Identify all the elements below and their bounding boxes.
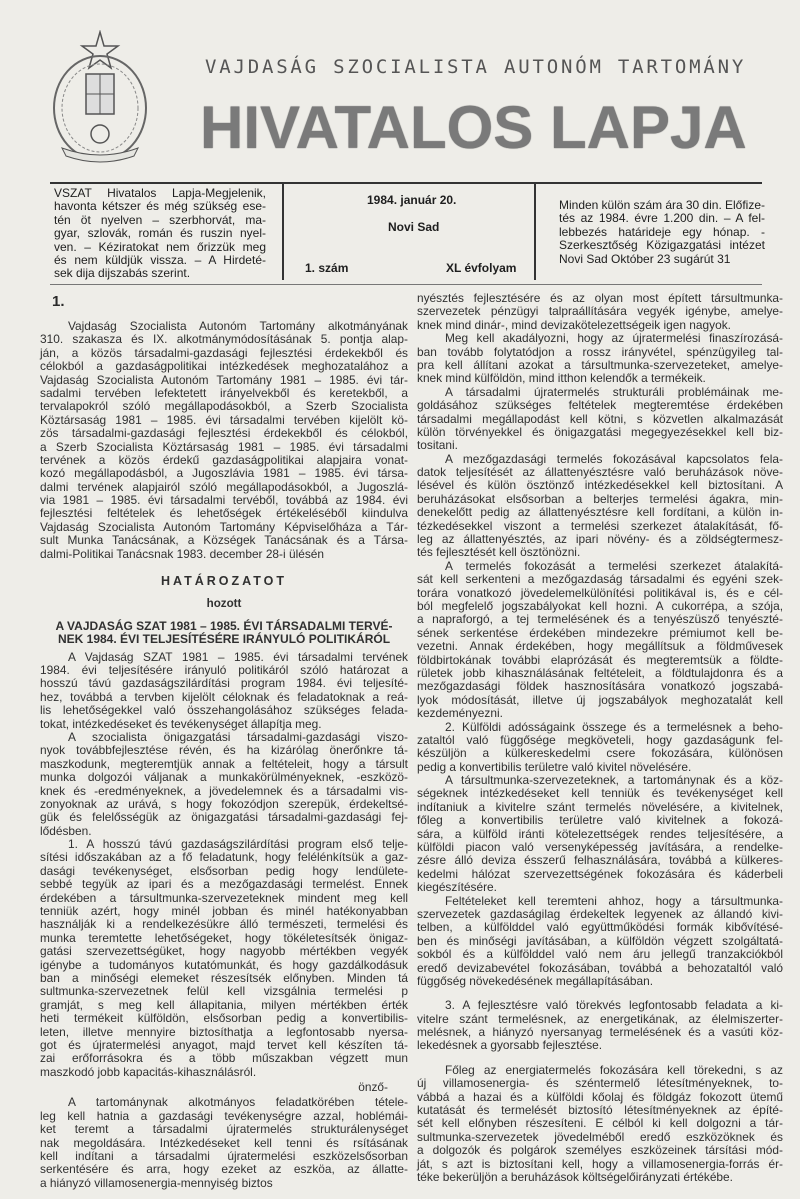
- text-line: tokat, intézkedéseket és tevékenységet állapítja meg.: [40, 716, 322, 731]
- right-text-column: [417, 292, 783, 1184]
- text-line: lis lehetőségekkel való összehangolásához szükséges felada-: [40, 703, 408, 718]
- text-line: kedelmi hálózat szervezettségének fokozására és káderbeli: [417, 866, 783, 881]
- notice-line: tén öt nyelven – szerbhorvát, ma-: [54, 212, 266, 227]
- notice-line: sek dija dijszabás szerint.: [54, 266, 191, 281]
- text-line: a dolgozók és polgárok személyes eszközeinek társítási mód-: [417, 1143, 783, 1158]
- text-line: vábbá a hazai és a külföldi kőolaj és földgáz fokozott ütemű: [417, 1089, 783, 1104]
- paragraph-continuation: [417, 292, 783, 332]
- text-line: dasági tevékenységet, elsősorban pedig hogy lendülete-: [40, 863, 408, 878]
- text-line: sokból és a külfölddel való nem áru jellegű tranzakciókból: [417, 947, 783, 962]
- text-line: Köztársaság 1981 – 1985. évi társadalmi tervében kijelölt kö-: [40, 412, 408, 427]
- text-line: leg kell hatnia a gazdasági tevékenységre azzal, hoblémái-: [40, 1108, 408, 1123]
- notice-line: havonta kétszer és még szükség ese-: [54, 199, 266, 214]
- text-line: téke bekerüljön a beruházások költségelőirányzati értékébe.: [417, 1170, 733, 1184]
- text-line: nak megoldására. Intézkedéseket kell tenni és rsításának: [40, 1135, 408, 1150]
- notice-line: VSZAT Hivatalos Lapja-Megjelenik,: [54, 186, 266, 200]
- text-line: gük és felelősségük az önigazgatási társadalmi-gazdasági fej-: [40, 810, 408, 825]
- paragraph: [417, 1064, 783, 1185]
- text-line: beruházásokat elsősorban a belterjes termelési ágakra, min-: [417, 491, 783, 506]
- text-line: A társadalmi újratermelés strukturáli problémáinak me-: [445, 384, 783, 399]
- text-line: A szocialista önigazgatási társadalmi-gazdasági viszo-: [68, 729, 408, 744]
- text-line: heti termékeit külföldön, elsősorban pedig a konvertibilis-: [40, 1011, 408, 1026]
- subscription-line: Novi Sad Október 23 sugárút 31: [559, 251, 731, 266]
- text-line: tervének a közös érdekű gazdaságpolitikai alapjaira vonat-: [40, 452, 408, 467]
- text-line: zai erőforrásokra és a több műszakban végzett mun: [40, 1051, 408, 1066]
- text-line: A társultmunka-szervezeteknek, a tartománynak és a köz-: [445, 773, 783, 788]
- text-line: sének serkentése érdekében mindezekre prémiumot kell be-: [417, 625, 783, 640]
- text-line: A VAJDASÁG SZAT 1981 – 1985. ÉVI TÁRSADALMI TERVÉ-: [55, 618, 393, 633]
- text-line: denekelőtt pedig az állattenyésztésre kell fordítani, a külön in-: [417, 505, 783, 520]
- publication-notice: [54, 187, 266, 281]
- paragraph: [40, 838, 408, 1079]
- paragraph: [417, 332, 783, 386]
- notice-line: és nem küldjük vissza. – A Hirdeté-: [54, 253, 266, 268]
- text-line: sát kell serkenteni a mezőgazdaság társadalmi és egyéni szek-: [417, 572, 783, 587]
- notice-line: gyar, szlovák, román és ruszin nyel-: [54, 226, 266, 241]
- text-line: goldásához szükséges feltételek megteremtése érdekében: [417, 398, 783, 413]
- text-line: 3. A fejlesztésre való törekvés legfontosabb feladata a ki-: [445, 998, 783, 1013]
- text-line: 2. Külföldi adósságaink összege és a termelésnek a beho-: [445, 719, 783, 734]
- issue-number: 1. szám: [305, 261, 349, 275]
- text-line: igénybe a tudományos kutatómunkát, és hogy gazdálkodásuk: [40, 957, 408, 972]
- text-line: sára, a külföld iránti kötelezettségek rendes teljesítésére, a: [417, 826, 783, 841]
- paragraph: [417, 774, 783, 895]
- text-line: HATÁROZATOT: [160, 574, 288, 589]
- text-line: got és újratermelési anyagot, majd tervet kell készíten tá-: [40, 1037, 408, 1052]
- text-line: társadalmi megállapodást kell kötni, s közvetlen alkalmazását: [417, 411, 783, 426]
- text-line: ban tovább folytatódjon a rossz irányvétel, spénzügyileg tal-: [417, 344, 783, 359]
- text-line: a hiányzó villamosenergia-mennyiség biztos: [40, 1175, 273, 1190]
- text-line: maszkodunk, megteremtjük annak a feltételeit, hogy a társult: [40, 756, 408, 771]
- text-line: A Vajdaság SZAT 1981 – 1985. évi társadalmi tervének: [68, 649, 408, 664]
- text-line: önző-: [358, 1080, 388, 1095]
- text-line: tenniük azért, hogy minél jobban és minél hatékonyabban: [40, 904, 408, 919]
- subscription-line: lebbezés határideje egy hónap. -: [559, 224, 765, 239]
- text-line: használják ki a rendelkezésükre álló természeti, termelési és: [40, 917, 408, 932]
- text-line: 1984. évi teljesítésére irányuló politikáról szóló határozat a: [40, 662, 408, 677]
- paragraph: [40, 731, 408, 838]
- paragraph: [417, 721, 783, 775]
- text-line: vezetni. Annak érdekében, hogy megállítsuk a földművesek: [417, 639, 783, 654]
- text-line: 310. szakasza és IX. alkotmánymódosításának 5. pontja alap-: [40, 332, 408, 347]
- paragraph: [40, 1096, 408, 1190]
- masthead-title: HIVATALOS LAPJA: [200, 94, 747, 161]
- text-line: zataltól való függősége megköveteli, hogy gazdaságunk fel-: [417, 732, 783, 747]
- text-line: szervezetek gazdaságilag érdekeltek legyenek az állandó kivi-: [417, 906, 783, 921]
- text-line: indítaniuk a kivitelre szánt termelés növelésére, a kivitelnek,: [417, 799, 783, 814]
- text-line: a napraforgó, a tej termelésének és a tenyészüsző tenyészté-: [417, 612, 783, 627]
- text-line: kozó megállapodásból, a Jugoszlávia 1981 – 1985. évi társa-: [40, 466, 408, 481]
- info-bottom-divider: [50, 284, 762, 285]
- resolution-title: [40, 620, 408, 647]
- text-line: A mezőgazdasági termelés fokozásával kapcsolatos fela-: [445, 451, 783, 466]
- text-line: ban a minőségi elemeket részesítsék előnyben. Minden tá: [40, 970, 408, 985]
- text-line: külön törvényekkel és önigazgatási megegyezésekkel kell biz-: [417, 424, 783, 439]
- text-line: lyok módosítását, illetve új jogszabályok meghozatalát kell: [417, 692, 783, 707]
- text-line: zös társadalmi-gazdasági fejlesztési érdekekből és célokból,: [40, 426, 408, 441]
- paragraph: [40, 651, 408, 731]
- text-line: rületek jobb kihasználásának feltételeit, a földtulajdonra és a: [417, 665, 783, 680]
- paragraph: [40, 320, 408, 561]
- text-line: sadalmi tervében lefektetett irányelvekből és keretekből, a: [40, 385, 408, 400]
- text-line: függőség növekedésének megállapításában.: [417, 973, 654, 988]
- subscription-line: Szerkesztőség Közigazgatási intézet: [559, 238, 765, 253]
- resolution-heading: [40, 575, 408, 588]
- paragraph: [417, 386, 783, 453]
- text-line: 1. A hosszú távú gazdaságszilárdítási program első telje-: [68, 837, 408, 852]
- text-line: zonyoknak az urává, s hogy fokozódjon szerepük, érdekeltsé-: [40, 796, 408, 811]
- text-line: sultmunka-szervezetek jövedelméből eredő eszközöknek és: [417, 1129, 783, 1144]
- text-line: serkentésére és arra, hogy ezeket az eszköa, az állatte-: [40, 1162, 408, 1177]
- text-line: tézkedésekkel viszont a termelési szerkezet átalakítását, fő-: [417, 518, 783, 533]
- text-line: lődésben.: [40, 823, 92, 838]
- text-line: nyésztés fejlesztésére és az olyan most épített társultmunka-: [417, 291, 783, 305]
- text-line: külföldi piacon való versenyképesség javítására, a rendelke-: [417, 840, 783, 855]
- text-line: kutatását és termelését biztosító létesítményeknek az építé-: [417, 1103, 783, 1118]
- text-line: sult Munka Tanácsának, a Községek Tanácsának és a Társa-: [40, 533, 408, 548]
- text-line: a Szerb Szocialista Köztársaság 1981 – 1985. évi társadalmi: [40, 439, 408, 454]
- text-line: melésnek, a hiányzó nyersanyag termelésének és a vasúti köz-: [417, 1025, 783, 1040]
- text-line: Főleg az energiatermelés fokozására kell törekedni, s az: [445, 1062, 783, 1077]
- text-line: lekedésnek a gyorsabb fejlesztése.: [417, 1038, 603, 1053]
- text-line: ját, s azt is biztosítani kell, hogy a villamosenergia-forrás ér-: [417, 1156, 783, 1171]
- text-line: eredő devizabevétel fokozásában, továbbá a behozataltól való: [417, 960, 783, 975]
- paragraph: [417, 895, 783, 989]
- text-line: zésre álló deviza ésszerű felhasználására, továbbá a külkeres-: [417, 853, 783, 868]
- text-line: telben, a külfölddel való együttműködési formák kibővítésé-: [417, 920, 783, 935]
- text-line: kiegészítésére.: [417, 880, 497, 895]
- text-line: hozott: [206, 597, 242, 611]
- text-line: knek és -eredményeknek, a jövedelemnek és a társadalmi vis-: [40, 783, 408, 798]
- paragraph: [417, 999, 783, 1053]
- text-line: Feltételeket kell teremteni ahhoz, hogy a társultmunka-: [445, 893, 783, 908]
- text-line: főleg a konvertibilis területre való kivitelnek a fokozá-: [417, 813, 783, 828]
- text-line: pedig a konvertibilis területre való kivitel növelésére.: [417, 759, 692, 774]
- text-line: knek mind dinár-, mind devizakötelezettségeik igen nagyok.: [417, 317, 731, 332]
- text-line: célokból a gazdaságpolitikai intézkedések meghozatalához a: [40, 359, 408, 374]
- text-line: sítési időszakában az a fő feladatunk, hogy felélénkítsük a gaz-: [40, 850, 408, 865]
- paragraph: [417, 453, 783, 560]
- text-line: ben és minőségi javításában, a külföldön végzett szolgáltatá-: [417, 933, 783, 948]
- text-line: új villamosenergia- és széntermelő létesítményeknek, to-: [417, 1076, 783, 1091]
- text-line: dalmi-Politikai Tanácsnak 1983. december 28-i ülésén: [40, 546, 324, 561]
- left-text-column: [40, 320, 408, 1190]
- text-line: via 1981 – 1985. évi társadalmi tervéből, továbbá az 1984. évi: [40, 493, 408, 508]
- text-line: A tartománynak alkotmányos feladatkörében tétele-: [68, 1095, 408, 1110]
- paragraph: [417, 560, 783, 721]
- text-line: érdekében a társultmunka-szervezeteknek mindent meg kell: [40, 890, 408, 905]
- text-line: hosszú távú gazdaságszilárdítási program 1984. évi teljesíté-: [40, 676, 408, 691]
- text-line: tervalapokról szóló megállapodásokból, a Szerb Szocialista: [40, 399, 408, 414]
- notice-line: ven. – Kéziratokat nem őrizzük meg: [54, 239, 266, 254]
- text-line: leten, illetve mennyire biztosíthatja a legfontosabb nyersa-: [40, 1024, 408, 1039]
- text-line: készüljön a külkereskedelmi csere fokozására, különösen: [417, 746, 783, 761]
- text-line: munka teremtette lehetőségeket, hogy tökéletesítsék önigaz-: [40, 930, 408, 945]
- text-line: torára vonatkozó jövedelemelkülönítési politikával is, és e cél-: [417, 585, 783, 600]
- text-line: nyok továbbfejlesztése révén, és ha kizárólag önerőnkre tá-: [40, 743, 408, 758]
- text-line: kezdeményezni.: [417, 706, 503, 721]
- text-line: ból megfelelő jogszabályokat kell hozni. A cukorrépa, a szója,: [417, 598, 783, 613]
- text-line: szervezetek pénzügyi talpraállítására vegyék igénybe, amelye-: [417, 304, 783, 319]
- issue-volume: XL évfolyam: [446, 261, 517, 275]
- text-line: Vajdaság Szocialista Autonóm Tartomány alkotmányának: [68, 319, 408, 333]
- text-line: maszkodó jobb kapacitás-kihasználásról.: [40, 1064, 257, 1079]
- text-line: ket teremt a társadalmi újratermelés strukturálenységet: [40, 1122, 408, 1137]
- info-divider-right: [534, 184, 536, 280]
- text-line: ségeknek intézkedéseket kell tenniük és tevékenységet kell: [417, 786, 783, 801]
- resolution-subheading: [40, 597, 408, 610]
- issue-place: Novi Sad: [388, 220, 440, 234]
- text-line: munka dolgozói váljanak a munkakörülményeknek, -eszközö-: [40, 770, 408, 785]
- text-line: hez, továbbá a tervben kijelölt céloknak és feladatoknak a reá-: [40, 689, 408, 704]
- section-number: 1.: [52, 293, 65, 310]
- text-line: tositani.: [417, 438, 458, 453]
- text-line: pra kell állítani azokat a társultmunka-szervezeteket, amelye-: [417, 357, 783, 372]
- text-line: datok teljesítését az állattenyésztésre való beruházások növe-: [417, 465, 783, 480]
- text-line: NEK 1984. ÉVI TELJESÍTÉSÉRE IRÁNYULÓ POLITIKÁRÓL: [57, 632, 391, 647]
- text-line: Meg kell akadályozni, hogy az újratermelési finaszírozásá-: [445, 331, 783, 346]
- text-line: sét kell előnyben részesíteni. E célból ki kell dolgozni a tár-: [417, 1116, 783, 1131]
- text-line: A termelés fokozását a termelési szerkezet átalakítá-: [445, 558, 783, 573]
- text-line: dalmi tervének alapjairól szóló megállapodásokból, a Jugoszlá-: [40, 479, 408, 494]
- text-line: mezőgazdasági földek hasznosítására vonatkozó jogszabá-: [417, 679, 783, 694]
- text-line: gatási szervezettségüket, hogy nagyobb mértékben vegyék: [40, 944, 408, 959]
- text-line: földbirtokának további elaprózását és megteremtsük a földte-: [417, 652, 783, 667]
- text-line: gramját, s meg kell állapitania, milyen mértékben érték: [40, 997, 408, 1012]
- masthead-subtitle: VAJDASÁG SZOCIALISTA AUTONÓM TARTOMÁNY: [205, 56, 747, 78]
- issue-date: 1984. január 20.: [367, 193, 457, 207]
- subscription-line: Minden külön szám ára 30 din. Előfize-: [559, 198, 765, 212]
- info-top-divider: [50, 182, 762, 184]
- text-line: leg az állattenyésztés, az ipari növény- és a zöldségtermesz-: [417, 532, 783, 547]
- text-line: tés fejlesztését kell ösztönözni.: [417, 545, 581, 560]
- info-divider-left: [282, 184, 284, 280]
- text-line: kell indítani a társadalmi újratermelési eszközelsősorban: [40, 1149, 408, 1164]
- coat-of-arms-emblem: [48, 30, 152, 165]
- torn-fragment: [40, 1081, 408, 1094]
- text-line: vitelre szánt termelésnek, az energetikának, az élelmiszerter-: [417, 1011, 783, 1026]
- text-line: fejlesztési feltételek és lehetőségek értékeléséből kiindulva: [40, 506, 408, 521]
- text-line: knek mind külföldön, mind itthon kelendők a termékeik.: [417, 371, 706, 386]
- subscription-notice: [559, 199, 765, 266]
- text-line: sultmunka-szervezetnek felül kell vizsgálnia termelési p: [40, 984, 408, 999]
- text-line: lésével és külön ösztönző intézkedésekkel kell biztosítani. A: [417, 478, 783, 493]
- text-line: Vajdaság Szocialista Autonóm Tartomány 1981 – 1985. évi tár-: [40, 372, 408, 387]
- text-line: ján, a közös társadalmi-gazdasági fejlesztési érdekekből és: [40, 345, 408, 360]
- text-line: Vajdaság Szocialista Autonóm Tartomány Képviselőháza a Tár-: [40, 519, 408, 534]
- text-line: sebbé tegyük az ipari és a mezőgazdasági termelést. Ennek: [40, 877, 408, 892]
- subscription-line: tés az 1984. évre 1.200 din. – A fel-: [559, 211, 765, 226]
